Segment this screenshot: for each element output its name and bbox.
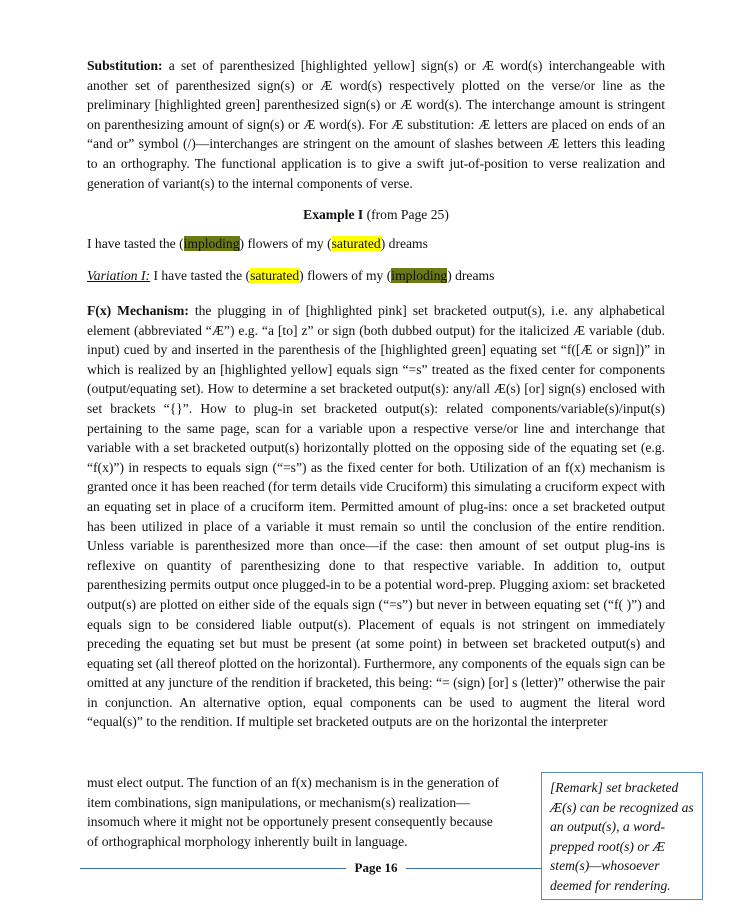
variation-label: Variation I:: [87, 268, 151, 283]
remark-box: [541, 772, 703, 900]
mechanism-text: the plugging in of [highlighted pink] set bracketed output(s), i.e. any alphabetical element (abbreviated “Æ”) e.g. “a [to] z” or sign (both dubbed output) for the italicized Æ variable (dub. input) cued by and inserted in the parenthesis of the [highlighted green] equating set “f([Æ or sign])” in which is realized by an [highlighted yellow] equals sign “=s” treated as the fixed center for components (output/equating set). How to determine a set bracketed output(s): any/all Æ(s) [or] sign(s) enclosed with set brackets “{}”. How to plug-in set bracketed output(s): related components/variable(s)/input(s) pertaining to the same page, scan for a variable upon a respective verse/or line and interchange that variable with a set bracketed output(s) horizontally plotted on the opposing side of the equating set (e.g. “f(x)”) in respects to equals sign (“=s”) as the fixed center for both. Utilization of an f(x) mechanism is granted once it has been reached (for term details vide Cruciform) this simulating a cruciform expect with an equating set in place of a cruciform item. Permitted amount of plug-ins: once a set bracketed output has been utilized in place of a variable it must remain so until the conclusion of the entire rendition. Unless variable is parenthesized more than once—if the case: then amount of set output plug-ins is reflexive on quantity of parenthesizing done to that respective variable. In addition to, output parenthesizing permits output once plugged-in to be a potential word-prep. Plugging axiom: set bracketed output(s) are plotted on either side of the equals sign (“=s”) but never in between equating set (“f( )”) and equals sign to be considered liable output(s). Placement of equals is not stringent on immediately preceding the equating set but must be present (at some point) in between set bracketed output(s) and equating set (all thereof plotted on the horizontal). Furthermore, any components of the equals sign can be omitted at any juncture of the rendition if bracketed, this being: “= (sign) [or] s (letter)” otherwise the pair in conjunction. An alternative option, equal components can be used to augment the literal word “equal(s)” to the rendition. If multiple set bracketed outputs are on the horizontal the interpreter: [87, 303, 665, 730]
mechanism-tail-line: insomuch where it might not be opportunely present consequently because: [87, 814, 493, 829]
remark-text: set bracketed Æ(s) can be recognized as an output(s), a word-prepped root(s) or Æ stem(s)—whosoever deemed for rendering.: [550, 780, 694, 893]
example-line-part: ) flowers of my (: [239, 236, 332, 251]
example-line-part: I have tasted the (: [87, 236, 184, 251]
highlight-green-word: imploding: [183, 236, 240, 251]
remark-label: [Remark]: [550, 780, 603, 795]
mechanism-paragraph: [87, 301, 665, 732]
mechanism-tail-line: must elect output. The function of an f(x) mechanism is in the generation of: [87, 775, 499, 790]
example-line: [87, 236, 428, 252]
mechanism-tail-line: item combinations, sign manipulations, or mechanism(s) realization—: [87, 795, 470, 810]
highlight-yellow-word: saturated: [250, 268, 300, 283]
highlight-green-word: imploding: [391, 268, 448, 283]
substitution-label: Substitution:: [87, 58, 163, 73]
example-title: Example I: [303, 207, 364, 222]
example-source: (from Page 25): [363, 207, 449, 222]
substitution-paragraph: [87, 56, 665, 193]
mechanism-label: F(x) Mechanism:: [87, 303, 189, 318]
variation-line-part: ) dreams: [447, 268, 495, 283]
page-number: Page 16: [354, 860, 398, 875]
highlight-yellow-word: saturated: [331, 236, 381, 251]
footer-rule-right: [406, 868, 541, 869]
variation-line: [87, 268, 494, 284]
footer-rule-left: [80, 868, 346, 869]
variation-line-part: ) flowers of my (: [299, 268, 392, 283]
mechanism-tail-line: of orthographical morphology inherently built in language.: [87, 834, 408, 849]
example-heading: [87, 207, 665, 223]
substitution-text: a set of parenthesized [highlighted yellow] sign(s) or Æ word(s) interchangeable with another set of parenthesized sign(s) or Æ word(s) respectively plotted on the verse/or line as the preliminary [highlighted green] parenthesized sign(s) or Æ word(s). The interchange amount is stringent on parenthesizing amount of sign(s) or Æ word(s). For Æ substitution: Æ letters are placed on ends of an “and or” symbol (/)—interchanges are stringent on the amount of slashes between Æ letters this leading to an orthography. The functional application is to give a swift jut-of-position to verse realization and generation of variant(s) to the internal components of verse.: [87, 58, 665, 191]
example-line-part: ) dreams: [380, 236, 428, 251]
variation-line-part: I have tasted the (: [150, 268, 251, 283]
